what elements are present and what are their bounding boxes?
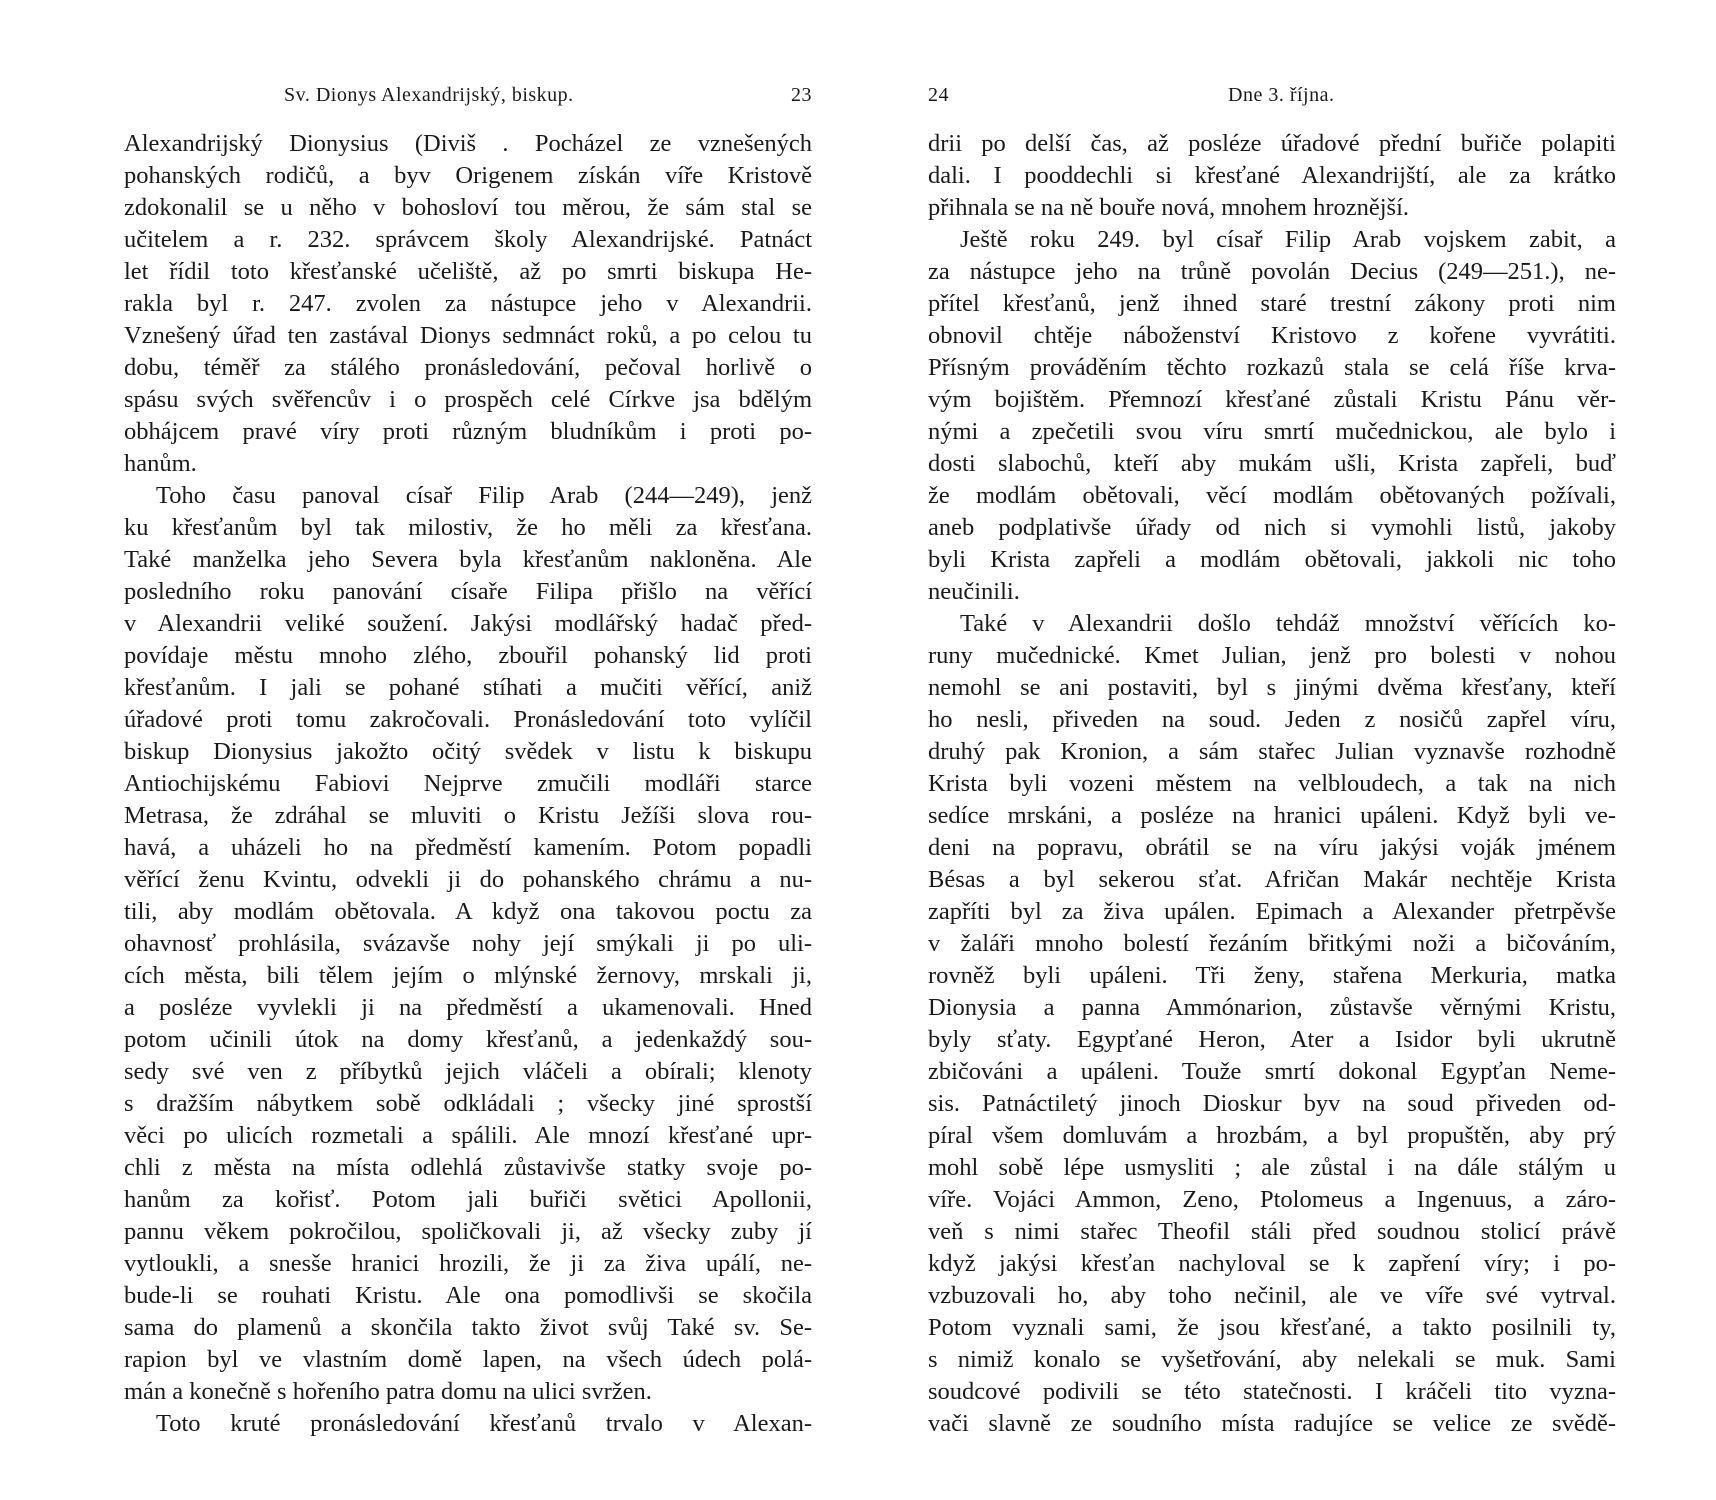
page-number: 23 bbox=[791, 84, 812, 106]
text-line: Dionysia a panna Ammónarion, zůstavše věrnými Kristu, bbox=[928, 994, 1616, 1021]
text-line: sedy své ven z příbytků jejich vláčeli a obírali; klenoty bbox=[124, 1058, 812, 1085]
text-line: Ještě roku 249. byl císař Filip Arab vojskem zabit, a bbox=[960, 226, 1616, 253]
text-line: byly sťaty. Egypťané Heron, Ater a Isidor byli ukrutně bbox=[928, 1026, 1616, 1053]
text-line: Vznešený úřad ten zastával Dionys sedmnáct roků, a po celou tu bbox=[124, 322, 812, 349]
text-line: věřící ženu Kvintu, odvekli ji do pohanského chrámu a nu- bbox=[124, 866, 812, 893]
text-line: neučinili. bbox=[928, 578, 1020, 605]
text-line: pohanských rodičů, a byv Origenem získán víře Kristově bbox=[124, 162, 812, 189]
text-line: vým bojištěm. Přemnozí křesťané zůstali Kristu Pánu věr- bbox=[928, 386, 1616, 413]
text-line: druhý pak Kronion, a sám stařec Julian vyznavše rozhodně bbox=[928, 738, 1616, 765]
text-line: Toho času panoval císař Filip Arab (244—249), jenž bbox=[156, 482, 812, 509]
text-line: pannu věkem pokročilou, spoličkovali ji, až všecky zuby jí bbox=[124, 1218, 812, 1245]
text-line: biskup Dionysius jakožto očitý svědek v listu k biskupu bbox=[124, 738, 812, 765]
left-page-header bbox=[124, 84, 812, 114]
text-line: Přísným prováděním těchto rozkazů stala se celá říše krva- bbox=[928, 354, 1616, 381]
text-line: Alexandrijský Dionysius (Diviš . Pocházel ze vznešených bbox=[124, 130, 812, 157]
right-page bbox=[858, 0, 1716, 1500]
running-title: Sv. Dionys Alexandrijský, biskup. bbox=[284, 84, 574, 106]
text-line: Bésas a byl sekerou sťat. Afričan Makár nechtěje Krista bbox=[928, 866, 1616, 893]
right-page-header bbox=[928, 84, 1616, 114]
text-line: rapion byl ve vlastním domě lapen, na všech údech polá- bbox=[124, 1346, 812, 1373]
text-line: v Alexandrii veliké soužení. Jakýsi modlářský hadač před- bbox=[124, 610, 812, 637]
text-line: nemohl se ani postaviti, byl s jinými dvěma křesťany, kteří bbox=[928, 674, 1616, 701]
text-line: přihnala se na ně bouře nová, mnohem hroznější. bbox=[928, 194, 1410, 221]
text-line: zbičováni a upáleni. Touže smrtí dokonal Egypťan Neme- bbox=[928, 1058, 1616, 1085]
text-line: dosti slabochů, kteří aby mukám ušli, Krista zapřeli, buď bbox=[928, 450, 1616, 477]
text-line: mán a konečně s hořeního patra domu na ulici svržen. bbox=[124, 1378, 652, 1405]
text-line: Antiochijskému Fabiovi Nejprve zmučili modláři starce bbox=[124, 770, 812, 797]
text-line: úřadové proti tomu zakročovali. Pronásledování toto vylíčil bbox=[124, 706, 812, 733]
text-line: sis. Patnáctiletý jinoch Dioskur byv na soud přiveden od- bbox=[928, 1090, 1616, 1117]
text-line: cích města, bili tělem jejím o mlýnské žernovy, mrskali ji, bbox=[124, 962, 812, 989]
text-line: když jakýsi křesťan nachyloval se k zapření víry; i po- bbox=[928, 1250, 1616, 1277]
text-line: v žaláři mnoho bolestí řezáním břitkými noži a bičováním, bbox=[928, 930, 1616, 957]
text-line: obnovil chtěje náboženství Kristovo z kořene vyvrátiti. bbox=[928, 322, 1616, 349]
text-line: sama do plamenů a skončila takto život svůj Také sv. Se- bbox=[124, 1314, 812, 1341]
text-line: bude-li se rouhati Kristu. Ale ona pomodlivši se skočila bbox=[124, 1282, 812, 1309]
text-line: ku křesťanům byl tak milostiv, že ho měli za křesťana. bbox=[124, 514, 812, 541]
text-line: dobu, téměř za stálého pronásledování, pečoval horlivě o bbox=[124, 354, 812, 381]
text-line: let řídil toto křesťanské učeliště, až po smrti biskupa He- bbox=[124, 258, 812, 285]
text-line: Také manželka jeho Severa byla křesťanům nakloněna. Ale bbox=[124, 546, 812, 573]
text-line: zdokonalil se u něho v bohosloví tou měrou, že sám stal se bbox=[124, 194, 812, 221]
text-line: Krista byli vozeni městem na velbloudech, a tak na nich bbox=[928, 770, 1616, 797]
text-line: Také v Alexandrii došlo tehdáž množství věřících ko- bbox=[960, 610, 1616, 637]
text-line: zapříti byl za živa upálen. Epimach a Alexander přetrpěvše bbox=[928, 898, 1616, 925]
text-line: rovněž byli upáleni. Tři ženy, stařena Merkuria, matka bbox=[928, 962, 1616, 989]
text-line: soudcové podivili se této statečnosti. I kráčeli tito vyzna- bbox=[928, 1378, 1616, 1405]
text-line: deni na popravu, obrátil se na víru jakýsi voják jménem bbox=[928, 834, 1616, 861]
text-line: runy mučednické. Kmet Julian, jenž pro bolesti v nohou bbox=[928, 642, 1616, 669]
text-line: byli Krista zapřeli a modlám obětovali, jakkoli nic toho bbox=[928, 546, 1616, 573]
text-line: za nástupce jeho na trůně povolán Decius (249—251.), ne- bbox=[928, 258, 1616, 285]
text-line: ho nesli, přiveden na soud. Jeden z nosičů zapřel víru, bbox=[928, 706, 1616, 733]
text-line: píral všem domluvám a hrozbám, a byl propuštěn, aby prý bbox=[928, 1122, 1616, 1149]
text-line: potom učinili útok na domy křesťanů, a jedenkaždý sou- bbox=[124, 1026, 812, 1053]
text-line: vytloukli, a snesše hranici hrozili, že ji za živa upálí, ne- bbox=[124, 1250, 812, 1277]
text-line: posledního roku panování císaře Filipa přišlo na věřící bbox=[124, 578, 812, 605]
running-title: Dne 3. října. bbox=[1228, 84, 1335, 106]
text-line: Toto kruté pronásledování křesťanů trvalo v Alexan- bbox=[156, 1410, 812, 1437]
text-line: přítel křesťanů, jenž ihned staré trestní zákony proti nim bbox=[928, 290, 1616, 317]
text-line: rakla byl r. 247. zvolen za nástupce jeho v Alexandrii. bbox=[124, 290, 812, 317]
text-line: že modlám obětovali, věcí modlám obětovaných požívali, bbox=[928, 482, 1616, 509]
text-line: tili, aby modlám obětovala. A když ona takovou poctu za bbox=[124, 898, 812, 925]
text-line: havá, a uházeli ho na předměstí kamením. Potom popadli bbox=[124, 834, 812, 861]
text-line: povídaje městu mnoho zlého, zbouřil pohanský lid proti bbox=[124, 642, 812, 669]
text-line: spásu svých svěřencův i o prospěch celé Církve jsa bdělým bbox=[124, 386, 812, 413]
text-line: dali. I pooddechli si křesťané Alexandrijští, ale za krátko bbox=[928, 162, 1616, 189]
text-line: drii po delší čas, až posléze úřadové přední buřiče polapiti bbox=[928, 130, 1616, 157]
text-line: věci po ulicích rozmetali a spálili. Ale mnozí křesťané upr- bbox=[124, 1122, 812, 1149]
text-line: mohl sobě lépe usmysliti ; ale zůstal i na dále stálým u bbox=[928, 1154, 1616, 1181]
right-page-text bbox=[928, 128, 1616, 1440]
text-line: s dražším nábytkem sobě odkládali ; všecky jiné sprostší bbox=[124, 1090, 812, 1117]
text-line: chli z města na místa odlehlá zůstavivše statky svoje po- bbox=[124, 1154, 812, 1181]
text-line: s nimiž konalo se vyšetřování, aby nelekali se muk. Sami bbox=[928, 1346, 1616, 1373]
text-line: křesťanům. I jali se pohané stíhati a mučiti věřící, aniž bbox=[124, 674, 812, 701]
text-line: vzbuzovali ho, aby toho nečinil, ale ve víře své vytrval. bbox=[928, 1282, 1616, 1309]
text-line: sedíce mrskáni, a posléze na hranici upáleni. Když byli ve- bbox=[928, 802, 1616, 829]
text-line: veň s nimi stařec Theofil stáli před soudnou stolicí právě bbox=[928, 1218, 1616, 1245]
text-line: aneb podplativše úřady od nich si vymohli listů, jakoby bbox=[928, 514, 1616, 541]
text-line: hanům. bbox=[124, 450, 197, 477]
text-line: učitelem a r. 232. správcem školy Alexandrijské. Patnáct bbox=[124, 226, 812, 253]
text-line: hanům za kořisť. Potom jali buřiči světici Apollonii, bbox=[124, 1186, 812, 1213]
text-line: Metrasa, že zdráhal se mluviti o Kristu Ježíši slova rou- bbox=[124, 802, 812, 829]
left-page-text bbox=[124, 128, 812, 1440]
text-line: obhájcem pravé víry proti různým bludníkům i proti po- bbox=[124, 418, 812, 445]
text-line: Potom vyznali sami, že jsou křesťané, a takto posilnili ty, bbox=[928, 1314, 1616, 1341]
text-line: nými a zpečetili svou víru smrtí mučednickou, ale bylo i bbox=[928, 418, 1616, 445]
text-line: víře. Vojáci Ammon, Zeno, Ptolomeus a Ingenuus, a záro- bbox=[928, 1186, 1616, 1213]
page-number: 24 bbox=[928, 84, 949, 106]
text-line: a posléze vyvlekli ji na předměstí a ukamenovali. Hned bbox=[124, 994, 812, 1021]
text-line: ohavnosť prohlásila, svázavše nohy její smýkali ji po uli- bbox=[124, 930, 812, 957]
text-line: vači slavně ze soudního místa radujíce se velice ze svědě- bbox=[928, 1410, 1616, 1437]
